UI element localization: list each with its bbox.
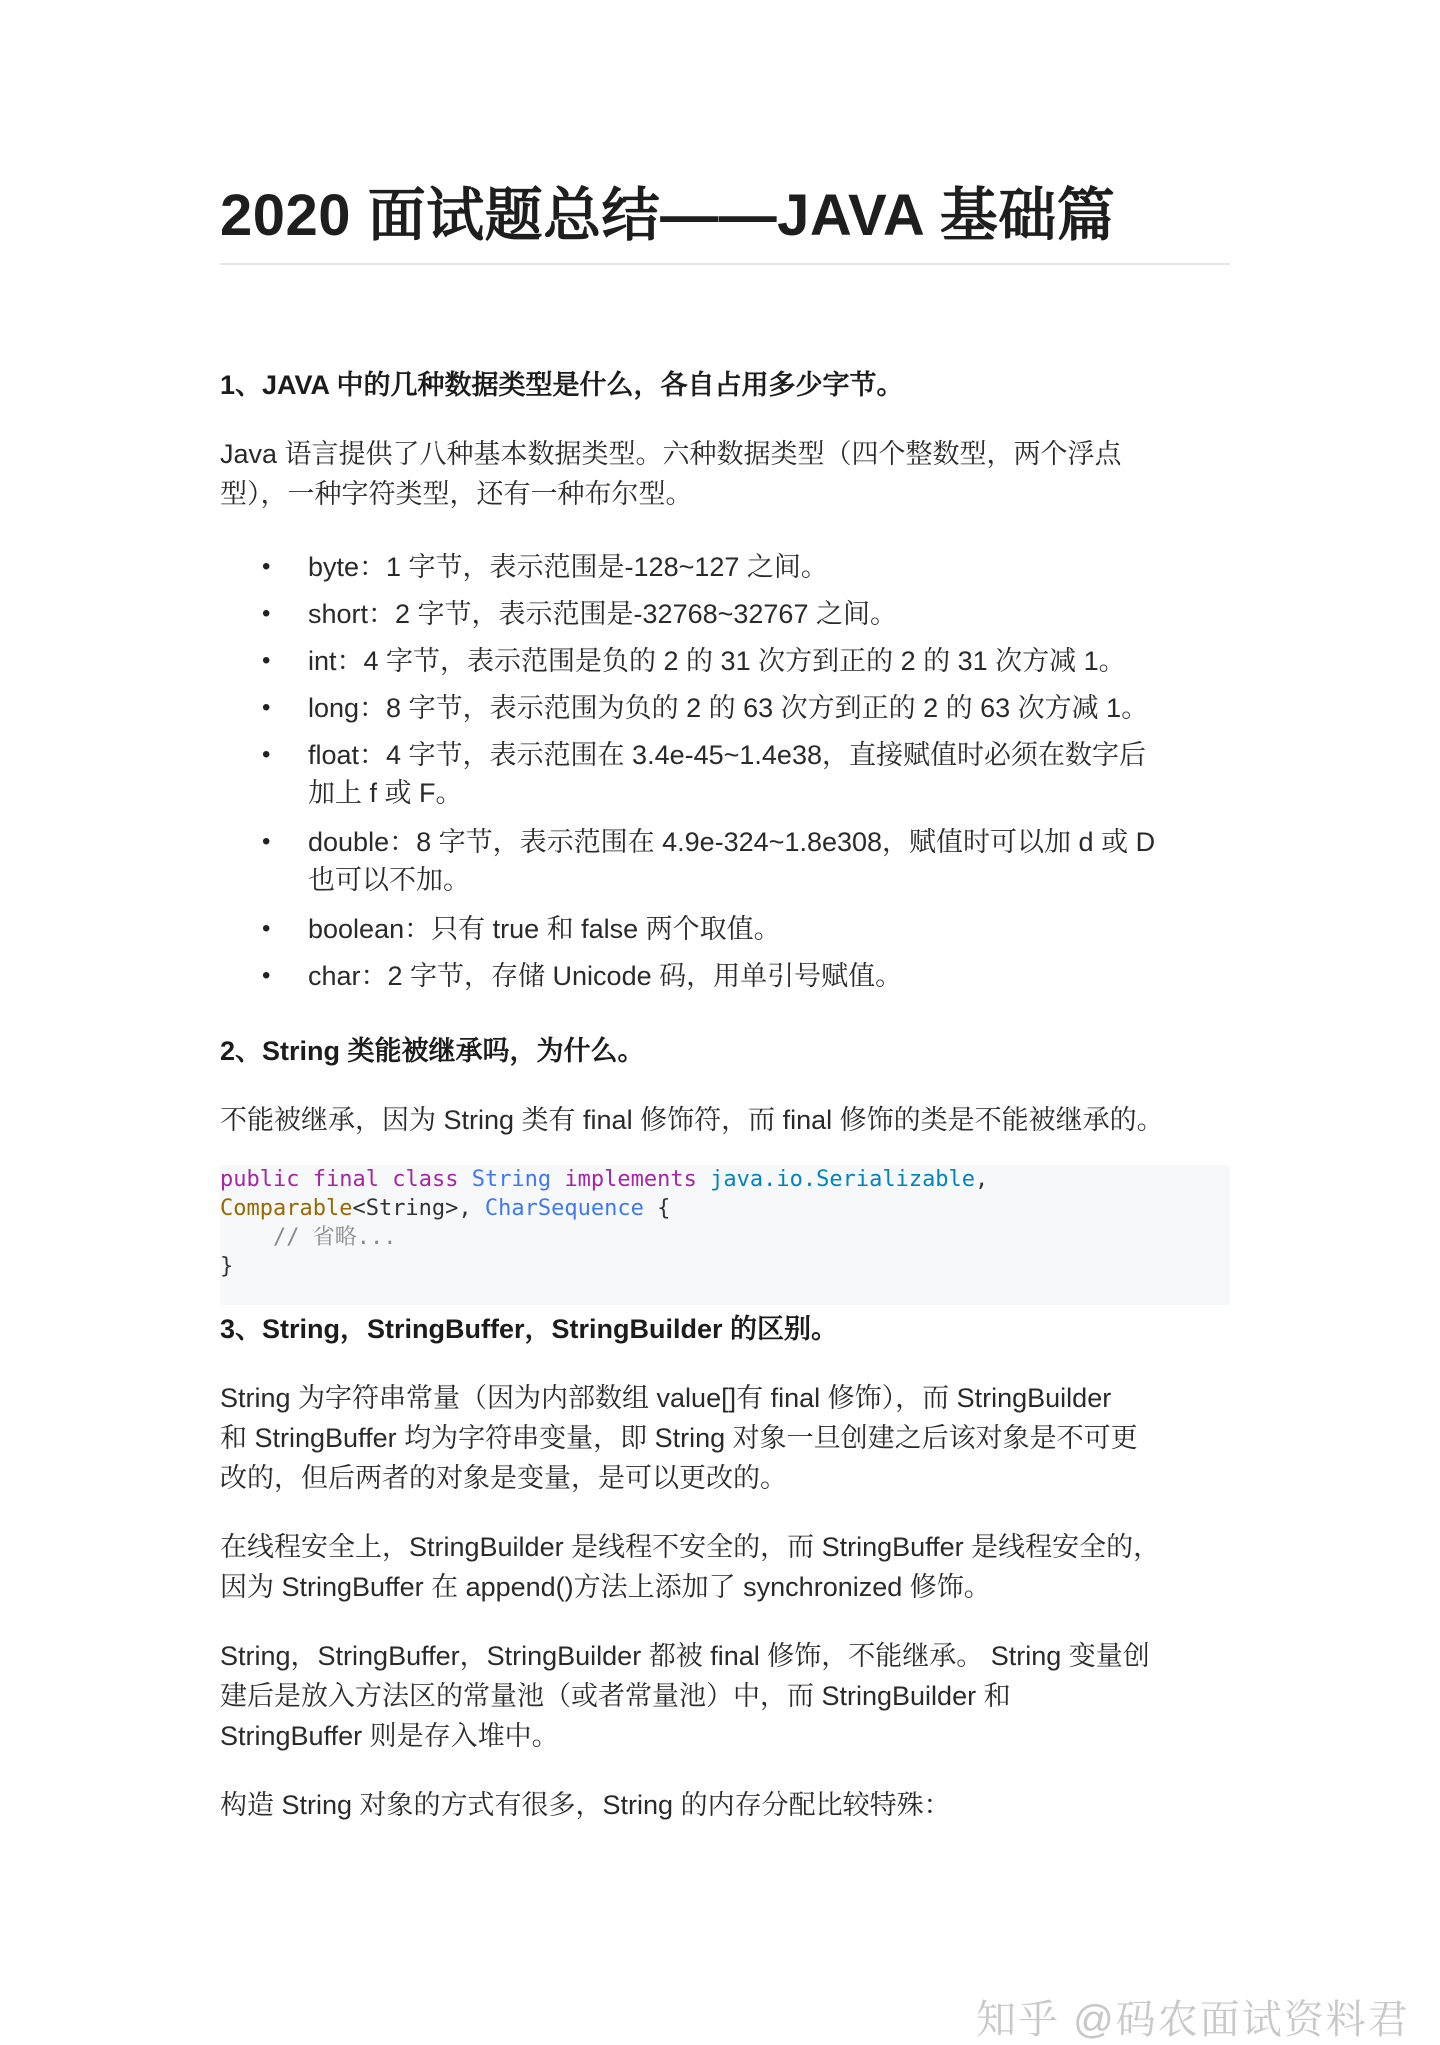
- bullet-icon: •: [262, 553, 271, 580]
- code-token: implements: [564, 1167, 697, 1192]
- section-3-p4-line-1: 构造 String 对象的方式有很多，String 的内存分配比较特殊：: [220, 1790, 951, 1820]
- list-item-text: 也可以不加。: [308, 865, 470, 895]
- list-item-float: [262, 736, 1228, 774]
- code-token: CharSequence: [484, 1196, 644, 1221]
- section-3-p3-line-1: String，StringBuffer，StringBuilder 都被 final 修饰，不能继承。 String 变量创: [220, 1641, 1150, 1671]
- bullet-icon: •: [262, 600, 271, 627]
- list-item-short: [262, 595, 1228, 633]
- list-item-int: [262, 642, 1228, 680]
- bullet-icon: •: [262, 741, 271, 768]
- code-token: java.io.Serializable: [710, 1167, 976, 1192]
- list-item-text: float：4 字节，表示范围在 3.4e-45~1.4e38，直接赋值时必须在数字后: [308, 740, 1146, 770]
- section-3-p1-line-3: 改的，但后两者的对象是变量，是可以更改的。: [220, 1463, 787, 1493]
- section-1-intro-line-2: 型），一种字符类型，还有一种布尔型。: [220, 479, 693, 509]
- section-3-p1-line-2: 和 StringBuffer 均为字符串变量，即 String 对象一旦创建之后该对象是不可更: [220, 1423, 1138, 1453]
- code-token: String: [471, 1167, 552, 1192]
- bullet-icon: •: [262, 962, 271, 989]
- section-3-p1-line-1: String 为字符串常量（因为内部数组 value[]有 final 修饰），而 StringBuilder: [220, 1383, 1112, 1413]
- bullet-icon: •: [262, 915, 271, 942]
- code-token: }: [220, 1254, 234, 1279]
- section-3-heading: 3、String，StringBuffer，StringBuilder 的区别。: [220, 1314, 839, 1344]
- section-2-heading: 2、String 类能被继承吗，为什么。: [220, 1036, 645, 1066]
- list-item-long: [262, 689, 1228, 727]
- list-item-text: boolean：只有 true 和 false 两个取值。: [308, 914, 781, 944]
- section-3-p2-line-1: 在线程安全上，StringBuilder 是线程不安全的，而 StringBuffer 是线程安全的，: [220, 1532, 1161, 1562]
- section-1-intro-line-1: Java 语言提供了八种基本数据类型。六种数据类型（四个整数型，两个浮点: [220, 439, 1122, 469]
- list-item-double-continued: [308, 861, 1228, 899]
- section-1-heading: 1、JAVA 中的几种数据类型是什么，各自占用多少字节。: [220, 370, 904, 400]
- code-comment: // 省略...: [272, 1225, 397, 1250]
- list-item-text: 加上 f 或 F。: [308, 778, 463, 808]
- list-item-byte: [262, 548, 1228, 586]
- code-block: [220, 1165, 1230, 1305]
- code-token: final: [312, 1167, 379, 1192]
- bullet-icon: •: [262, 828, 271, 855]
- code-line-3: [220, 1223, 396, 1252]
- code-token: public: [220, 1167, 300, 1192]
- code-line-1: [220, 1165, 988, 1194]
- list-item-char: [262, 957, 1228, 995]
- section-3-p3-line-3: StringBuffer 则是存入堆中。: [220, 1721, 559, 1751]
- list-item-text: long：8 字节，表示范围为负的 2 的 63 次方到正的 2 的 63 次方减 1。: [308, 693, 1149, 723]
- list-item-text: int：4 字节，表示范围是负的 2 的 31 次方到正的 2 的 31 次方减 1。: [308, 646, 1126, 676]
- code-token: class: [392, 1167, 459, 1192]
- zhihu-watermark: 知乎 @码农面试资料君: [976, 1998, 1410, 2042]
- list-item-text: short：2 字节，表示范围是-32768~32767 之间。: [308, 599, 897, 629]
- section-3-p3-line-2: 建后是放入方法区的常量池（或者常量池）中，而 StringBuilder 和: [220, 1681, 1011, 1711]
- code-token: <String>,: [352, 1196, 485, 1221]
- list-item-text: char：2 字节，存储 Unicode 码，用单引号赋值。: [308, 961, 903, 991]
- code-line-4: [220, 1252, 233, 1281]
- list-item-text: double：8 字节，表示范围在 4.9e-324~1.8e308，赋值时可以加 d 或 D: [308, 827, 1156, 857]
- code-line-2: [220, 1194, 670, 1223]
- section-3-p2-line-2: 因为 StringBuffer 在 append()方法上添加了 synchronized 修饰。: [220, 1572, 991, 1602]
- list-item-double: [262, 823, 1228, 861]
- list-item-text: byte：1 字节，表示范围是-128~127 之间。: [308, 552, 828, 582]
- page-title: 2020 面试题总结——JAVA 基础篇: [220, 183, 1116, 248]
- code-token: Comparable: [220, 1196, 353, 1221]
- list-item-boolean: [262, 910, 1228, 948]
- title-divider: [220, 263, 1230, 265]
- list-item-float-continued: [308, 774, 1228, 812]
- code-token: {: [643, 1196, 671, 1221]
- bullet-icon: •: [262, 694, 271, 721]
- bullet-icon: •: [262, 647, 271, 674]
- code-token: ,: [975, 1167, 989, 1192]
- section-2-paragraph: 不能被继承，因为 String 类有 final 修饰符，而 final 修饰的类是不能被继承的。: [220, 1105, 1164, 1135]
